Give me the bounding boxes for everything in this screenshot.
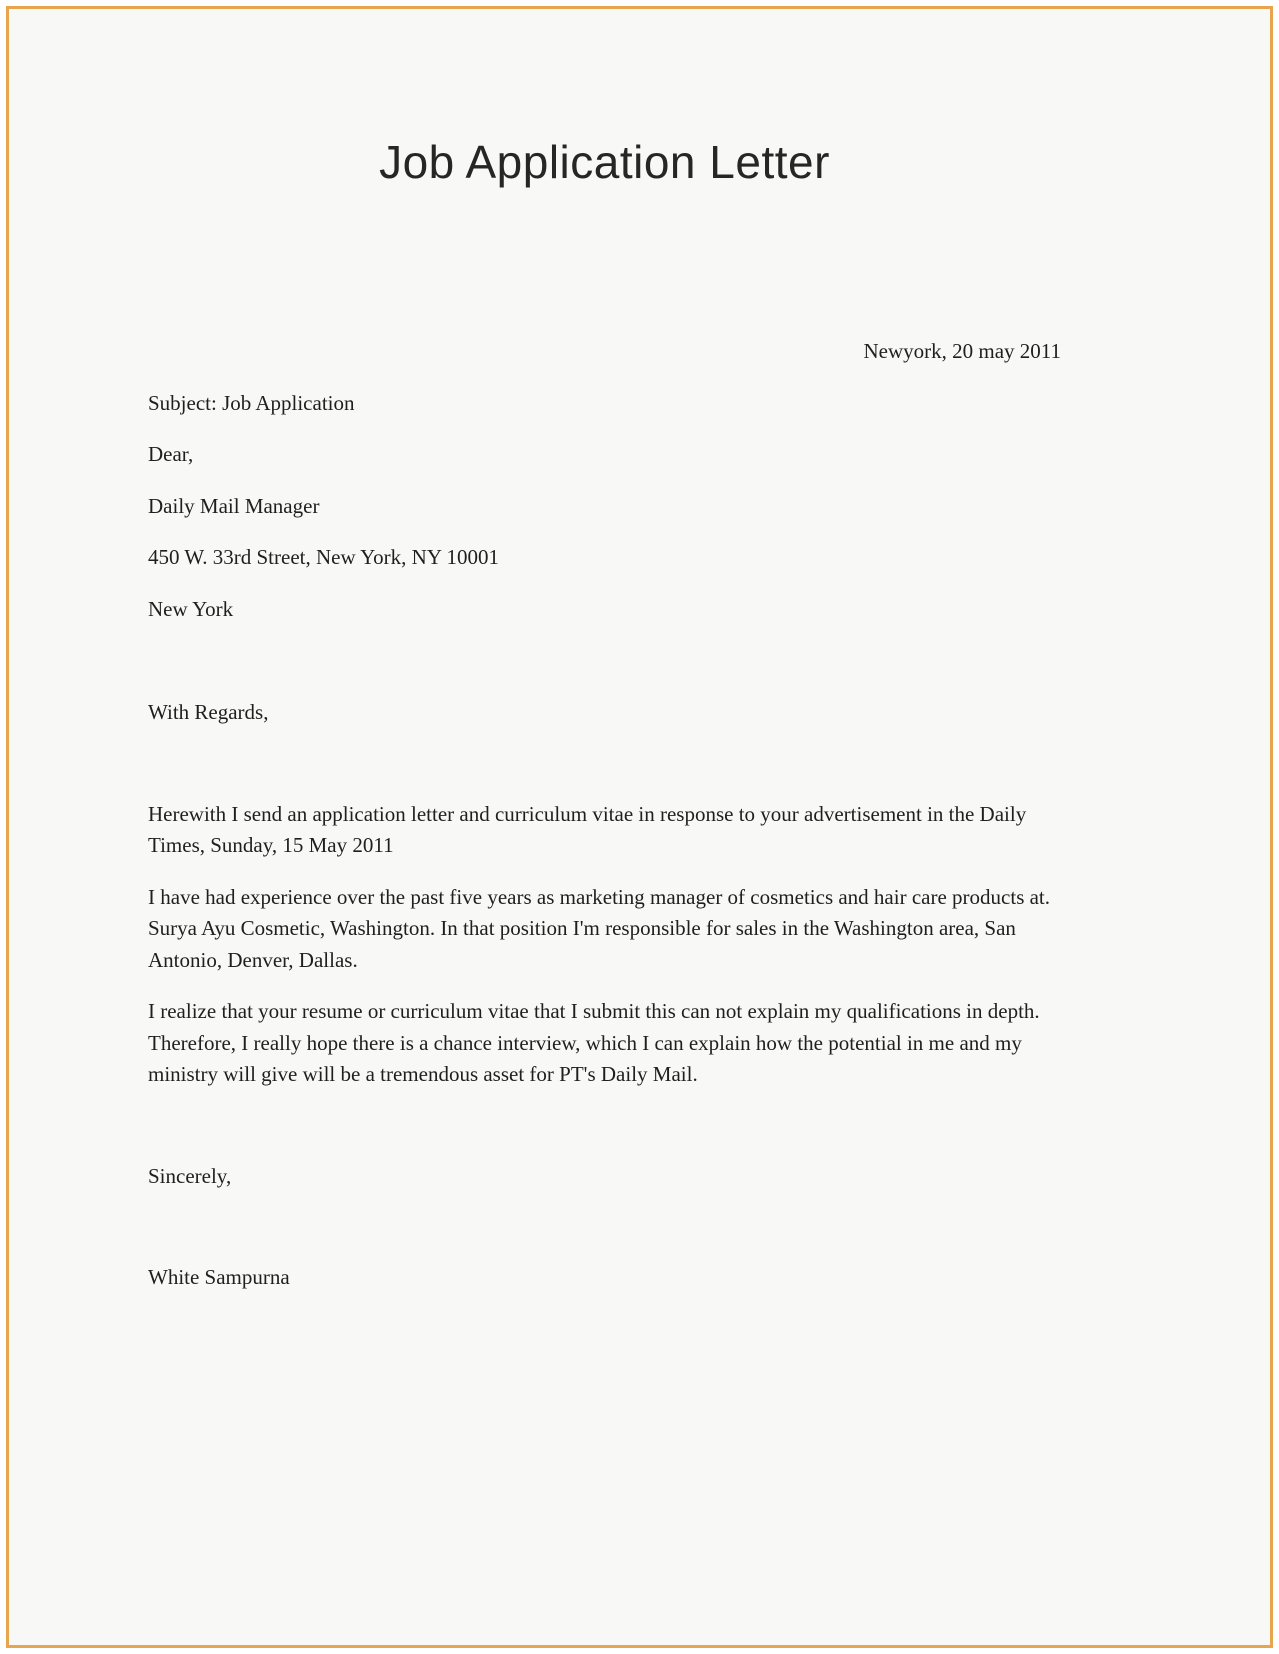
salutation: Dear, [148,442,194,467]
date-line: Newyork, 20 may 2011 [863,339,1061,364]
paragraph-1: Herewith I send an application letter and curriculum vitae in response to your advertisement in the Daily Times, Sunday, 15 May 2011 [148,801,1027,858]
letter-content [9,135,1270,1294]
closing-line: Sincerely, [148,1163,232,1188]
paragraph-2: I have had experience over the past five years as marketing manager of cosmetics and hair care products at. Surya Ayu Cosmetic, Washington. In that position I'm responsible for sales in the Washington area, San Antonio, Denver, Dallas. [148,884,1051,972]
subject-line: Subject: Job Application [148,390,355,415]
recipient-name: Daily Mail Manager [148,493,320,518]
recipient-city: New York [148,596,234,621]
signature-name: White Sampurna [148,1265,290,1290]
recipient-address: 450 W. 33rd Street, New York, NY 10001 [148,545,499,570]
document-page [6,6,1273,1648]
paragraph-3: I realize that your resume or curriculum vitae that I submit this can not explain my qualifications in depth. Therefore, I really hope there is a chance interview, which I can explain how the potential in me and my ministry will give will be a tremendous asset for PT's Daily Mail. [148,999,1040,1087]
regards-line: With Regards, [148,700,269,725]
page-title: Job Application Letter [379,136,830,188]
